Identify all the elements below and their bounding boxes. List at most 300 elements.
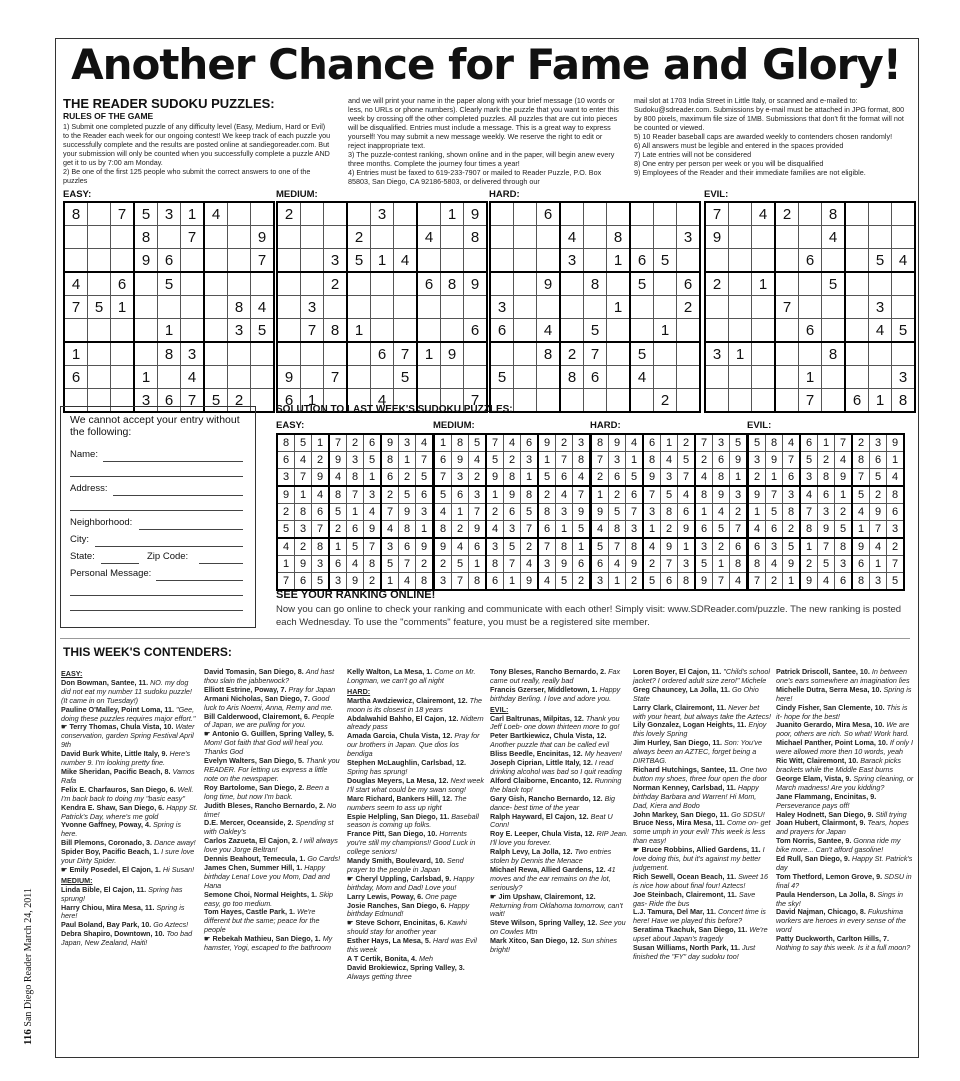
empty-cell[interactable] — [892, 342, 916, 366]
empty-cell[interactable] — [204, 272, 228, 296]
empty-cell[interactable] — [324, 296, 348, 319]
empty-cell[interactable] — [417, 202, 441, 226]
empty-cell[interactable] — [560, 272, 584, 296]
empty-cell[interactable] — [775, 342, 799, 366]
name-line[interactable] — [103, 461, 243, 462]
empty-cell[interactable] — [441, 226, 464, 249]
contender-entry — [347, 964, 485, 982]
empty-cell[interactable] — [705, 249, 729, 273]
empty-cell[interactable] — [111, 319, 135, 343]
empty-cell[interactable] — [654, 272, 677, 296]
empty-cell[interactable] — [845, 272, 869, 296]
empty-cell[interactable] — [799, 272, 822, 296]
empty-cell[interactable] — [228, 366, 251, 389]
empty-cell[interactable] — [441, 319, 464, 343]
empty-cell[interactable] — [277, 319, 301, 343]
empty-cell[interactable] — [607, 342, 631, 366]
empty-cell[interactable] — [394, 202, 418, 226]
empty-cell[interactable] — [607, 319, 631, 343]
neighborhood-line[interactable] — [139, 529, 243, 530]
empty-cell[interactable] — [301, 249, 324, 273]
given-cell: 4 — [521, 556, 539, 573]
empty-cell[interactable] — [134, 272, 158, 296]
empty-cell[interactable] — [869, 226, 892, 249]
empty-cell[interactable] — [371, 226, 394, 249]
given-cell: 5 — [869, 249, 892, 273]
given-cell: 8 — [134, 226, 158, 249]
given-cell: 1 — [312, 434, 330, 452]
empty-cell[interactable] — [64, 249, 88, 273]
given-cell: 8 — [822, 342, 846, 366]
given-cell: 4 — [695, 469, 713, 487]
empty-cell[interactable] — [111, 226, 135, 249]
empty-cell[interactable] — [892, 226, 916, 249]
empty-cell[interactable] — [158, 296, 181, 319]
empty-cell[interactable] — [775, 389, 799, 413]
empty-cell[interactable] — [799, 296, 822, 319]
given-cell: 9 — [591, 504, 609, 521]
empty-cell[interactable] — [64, 226, 88, 249]
given-cell: 7 — [312, 521, 330, 539]
empty-cell[interactable] — [869, 366, 892, 389]
empty-cell[interactable] — [845, 319, 869, 343]
given-cell: 1 — [371, 249, 394, 273]
empty-cell[interactable] — [251, 366, 275, 389]
empty-cell[interactable] — [729, 249, 752, 273]
empty-cell[interactable] — [729, 389, 752, 413]
given-cell: 1 — [609, 573, 626, 591]
empty-cell[interactable] — [464, 249, 488, 273]
empty-cell[interactable] — [301, 272, 324, 296]
given-cell: 8 — [64, 202, 88, 226]
empty-cell[interactable] — [111, 249, 135, 273]
empty-cell[interactable] — [111, 342, 135, 366]
empty-cell[interactable] — [251, 202, 275, 226]
empty-cell[interactable] — [677, 342, 701, 366]
empty-cell[interactable] — [775, 226, 799, 249]
given-cell: 2 — [277, 202, 301, 226]
empty-cell[interactable] — [347, 272, 371, 296]
empty-cell[interactable] — [775, 249, 799, 273]
given-cell: 9 — [277, 486, 295, 504]
contender-name: Esther Hays, La Mesa, 5. — [347, 936, 433, 946]
contender-message: "Child's school jacket? I ordered adult size zero!" Michele — [633, 667, 770, 685]
given-cell: 4 — [887, 469, 905, 487]
given-cell: 7 — [748, 573, 766, 591]
empty-cell[interactable] — [347, 296, 371, 319]
contender-name: Abdalwahid Bahho, El Cajon, 12. — [347, 713, 461, 723]
message-line-2[interactable] — [70, 595, 243, 596]
empty-cell[interactable] — [537, 249, 561, 273]
given-cell: 5 — [654, 249, 677, 273]
empty-cell[interactable] — [752, 366, 776, 389]
contender-entry — [633, 873, 771, 891]
empty-cell[interactable] — [371, 319, 394, 343]
contender-message: Barack picks brackets while the Middle East burns — [776, 756, 901, 774]
empty-cell[interactable] — [537, 366, 561, 389]
empty-cell[interactable] — [204, 249, 228, 273]
given-cell: 3 — [324, 249, 348, 273]
empty-cell[interactable] — [301, 226, 324, 249]
empty-cell[interactable] — [88, 226, 111, 249]
empty-cell[interactable] — [654, 366, 677, 389]
given-cell: 2 — [835, 504, 853, 521]
empty-cell[interactable] — [88, 272, 111, 296]
given-cell: 5 — [630, 272, 654, 296]
empty-cell[interactable] — [371, 366, 394, 389]
given-cell: 7 — [626, 504, 644, 521]
empty-cell[interactable] — [514, 202, 537, 226]
empty-cell[interactable] — [822, 366, 846, 389]
empty-cell[interactable] — [251, 272, 275, 296]
empty-cell[interactable] — [729, 226, 752, 249]
empty-cell[interactable] — [729, 296, 752, 319]
empty-cell[interactable] — [277, 272, 301, 296]
empty-cell[interactable] — [560, 202, 584, 226]
empty-cell[interactable] — [514, 366, 537, 389]
name-line-2[interactable] — [70, 476, 243, 477]
empty-cell[interactable] — [490, 249, 514, 273]
empty-cell[interactable] — [204, 226, 228, 249]
empty-cell[interactable] — [88, 249, 111, 273]
empty-cell[interactable] — [228, 202, 251, 226]
empty-cell[interactable] — [845, 342, 869, 366]
empty-cell[interactable] — [514, 319, 537, 343]
contender-entry — [204, 935, 342, 953]
empty-cell[interactable] — [677, 389, 701, 413]
empty-cell[interactable] — [441, 366, 464, 389]
empty-cell[interactable] — [752, 249, 776, 273]
given-cell: 1 — [417, 342, 441, 366]
empty-cell[interactable] — [514, 249, 537, 273]
given-cell: 7 — [887, 556, 905, 573]
contender-message: Spring cleaning, or March madness! Are you kidding? — [776, 773, 914, 792]
empty-cell[interactable] — [729, 319, 752, 343]
contender-entry — [490, 893, 628, 920]
empty-cell[interactable] — [228, 249, 251, 273]
empty-cell[interactable] — [822, 296, 846, 319]
state-line[interactable] — [101, 563, 139, 564]
given-cell: 9 — [609, 434, 626, 452]
contender-entry — [633, 846, 771, 873]
empty-cell[interactable] — [181, 249, 205, 273]
empty-cell[interactable] — [845, 202, 869, 226]
empty-cell[interactable] — [729, 272, 752, 296]
entry-form — [60, 406, 256, 628]
empty-cell[interactable] — [228, 226, 251, 249]
given-cell: 8 — [730, 556, 748, 573]
given-cell: 2 — [329, 521, 347, 539]
empty-cell[interactable] — [324, 226, 348, 249]
empty-cell[interactable] — [277, 226, 301, 249]
empty-cell[interactable] — [775, 366, 799, 389]
rule-text: 4) Entries must be faxed to 619-233-7907 or mailed to Reader Puzzle, P.O. Box 85803, San Diego, CA 92186-5803, or delivered through our — [348, 168, 602, 186]
empty-cell[interactable] — [371, 272, 394, 296]
empty-cell[interactable] — [584, 202, 607, 226]
empty-cell[interactable] — [417, 319, 441, 343]
empty-cell[interactable] — [490, 202, 514, 226]
given-cell: 4 — [204, 202, 228, 226]
empty-cell[interactable] — [775, 272, 799, 296]
given-cell: 6 — [695, 521, 713, 539]
empty-cell[interactable] — [677, 202, 701, 226]
empty-cell[interactable] — [228, 272, 251, 296]
given-cell: 1 — [158, 319, 181, 343]
empty-cell[interactable] — [752, 342, 776, 366]
empty-cell[interactable] — [799, 226, 822, 249]
given-cell: 7 — [661, 556, 678, 573]
difficulty-heading: HARD: — [347, 686, 371, 696]
empty-cell[interactable] — [729, 366, 752, 389]
empty-cell[interactable] — [514, 272, 537, 296]
empty-cell[interactable] — [677, 366, 701, 389]
rule-text: 3) The puzzle-contest ranking, shown online and in the paper, will begin anew every three months. Complete the journey four times a year! — [348, 150, 615, 168]
empty-cell[interactable] — [417, 296, 441, 319]
empty-cell[interactable] — [134, 319, 158, 343]
empty-cell[interactable] — [490, 226, 514, 249]
empty-cell[interactable] — [654, 296, 677, 319]
given-cell: 6 — [870, 452, 887, 469]
empty-cell[interactable] — [464, 296, 488, 319]
empty-cell[interactable] — [799, 202, 822, 226]
empty-cell[interactable] — [514, 296, 537, 319]
given-cell: 7 — [464, 389, 488, 413]
empty-cell[interactable] — [371, 296, 394, 319]
given-cell: 9 — [870, 504, 887, 521]
empty-cell[interactable] — [204, 366, 228, 389]
contender-message: 41 moves and the ear remains on the lot, seriously? — [490, 864, 616, 892]
empty-cell[interactable] — [88, 366, 111, 389]
message-line-3[interactable] — [70, 610, 243, 611]
given-cell: 1 — [504, 573, 521, 591]
empty-cell[interactable] — [181, 319, 205, 343]
given-cell: 2 — [678, 434, 696, 452]
empty-cell[interactable] — [705, 366, 729, 389]
empty-cell[interactable] — [324, 342, 348, 366]
empty-cell[interactable] — [845, 226, 869, 249]
empty-cell[interactable] — [158, 226, 181, 249]
contender-message: Happy birthday Lena! Love you Mom, Dad and Hana — [204, 862, 330, 890]
empty-cell[interactable] — [88, 342, 111, 366]
address-line-2[interactable] — [70, 510, 243, 511]
empty-cell[interactable] — [654, 202, 677, 226]
empty-cell[interactable] — [752, 319, 776, 343]
empty-cell[interactable] — [869, 272, 892, 296]
empty-cell[interactable] — [464, 342, 488, 366]
given-cell: 9 — [134, 249, 158, 273]
empty-cell[interactable] — [111, 366, 135, 389]
contender-entry — [490, 759, 628, 777]
empty-cell[interactable] — [204, 319, 228, 343]
empty-cell[interactable] — [892, 202, 916, 226]
empty-cell[interactable] — [584, 249, 607, 273]
empty-cell[interactable] — [607, 389, 631, 413]
empty-cell[interactable] — [277, 249, 301, 273]
given-cell: 1 — [678, 538, 696, 556]
empty-cell[interactable] — [204, 342, 228, 366]
empty-cell[interactable] — [654, 342, 677, 366]
empty-cell[interactable] — [537, 226, 561, 249]
empty-cell[interactable] — [705, 389, 729, 413]
city-line[interactable] — [95, 546, 243, 547]
empty-cell[interactable] — [584, 296, 607, 319]
empty-cell[interactable] — [301, 366, 324, 389]
empty-cell[interactable] — [181, 296, 205, 319]
empty-cell[interactable] — [301, 342, 324, 366]
empty-cell[interactable] — [514, 389, 537, 413]
given-cell: 9 — [277, 366, 301, 389]
empty-cell[interactable] — [607, 366, 631, 389]
given-cell: 6 — [277, 389, 301, 413]
contender-message: Happy birthday, Mom and Dad! Love you! — [347, 873, 475, 892]
empty-cell[interactable] — [752, 226, 776, 249]
empty-cell[interactable] — [347, 202, 371, 226]
empty-cell[interactable] — [417, 249, 441, 273]
empty-cell[interactable] — [630, 389, 654, 413]
empty-cell[interactable] — [181, 272, 205, 296]
empty-cell[interactable] — [251, 342, 275, 366]
given-cell: 8 — [381, 452, 399, 469]
empty-cell[interactable] — [654, 226, 677, 249]
given-cell: 4 — [295, 452, 312, 469]
empty-cell[interactable] — [537, 389, 561, 413]
given-cell: 4 — [399, 573, 416, 591]
empty-cell[interactable] — [869, 202, 892, 226]
contender-entry — [347, 919, 485, 937]
empty-cell[interactable] — [729, 202, 752, 226]
empty-cell[interactable] — [560, 389, 584, 413]
given-cell: 8 — [556, 538, 573, 556]
empty-cell[interactable] — [822, 319, 846, 343]
empty-cell[interactable] — [277, 296, 301, 319]
contender-message: Beat U Conn! — [490, 811, 613, 830]
given-cell: 3 — [416, 504, 434, 521]
empty-cell[interactable] — [64, 319, 88, 343]
contender-message: Skip easy, go too medium. — [204, 889, 334, 908]
given-cell: 1 — [654, 319, 677, 343]
empty-cell[interactable] — [394, 226, 418, 249]
empty-cell[interactable] — [584, 389, 607, 413]
empty-cell[interactable] — [324, 202, 348, 226]
empty-cell[interactable] — [845, 366, 869, 389]
empty-cell[interactable] — [88, 319, 111, 343]
empty-cell[interactable] — [441, 249, 464, 273]
given-cell: 5 — [158, 272, 181, 296]
empty-cell[interactable] — [705, 296, 729, 319]
empty-cell[interactable] — [394, 296, 418, 319]
contender-message: Never bet with your heart, but always take the Aztecs! — [633, 702, 771, 721]
empty-cell[interactable] — [822, 249, 846, 273]
empty-cell[interactable] — [752, 296, 776, 319]
zip-line[interactable] — [199, 563, 243, 564]
contender-name: Norman Kenney, Carlsbad, 11. — [633, 782, 738, 792]
given-cell: 2 — [766, 573, 783, 591]
empty-cell[interactable] — [705, 319, 729, 343]
empty-cell[interactable] — [892, 296, 916, 319]
ranking-text: Now you can go online to check your ranking and communicate with each other! Simply visit: www.SDReader.com/puzzle. The new ranking is posted each Wednesday. To use the "comments" feature, you must be a registered site member. — [276, 604, 902, 628]
empty-cell[interactable] — [347, 342, 371, 366]
empty-cell[interactable] — [775, 319, 799, 343]
contender-message: Hard was Evil this week — [347, 936, 477, 955]
contender-name: Jane Flammang, Encinitas, 9. — [776, 791, 877, 801]
empty-cell[interactable] — [134, 296, 158, 319]
given-cell: 2 — [347, 226, 371, 249]
empty-cell[interactable] — [869, 342, 892, 366]
empty-cell[interactable] — [560, 296, 584, 319]
empty-cell[interactable] — [88, 202, 111, 226]
empty-cell[interactable] — [134, 342, 158, 366]
empty-cell[interactable] — [537, 296, 561, 319]
contender-message: Happy birthday Edmund! — [347, 900, 470, 919]
empty-cell[interactable] — [584, 226, 607, 249]
empty-cell[interactable] — [394, 272, 418, 296]
empty-cell[interactable] — [277, 342, 301, 366]
given-cell: 1 — [818, 434, 835, 452]
contender-name: Patrick Driscoll, Santee, 10. — [776, 667, 872, 676]
empty-cell[interactable] — [822, 389, 846, 413]
empty-cell[interactable] — [630, 202, 654, 226]
given-cell: 8 — [766, 434, 783, 452]
given-cell: 1 — [607, 249, 631, 273]
message-line[interactable] — [156, 580, 243, 581]
empty-cell[interactable] — [204, 296, 228, 319]
contender-entry — [204, 668, 342, 686]
empty-cell[interactable] — [892, 272, 916, 296]
contender-name: ☛ Steve Schorr, Encinitas, 6. — [347, 918, 448, 928]
empty-cell[interactable] — [490, 342, 514, 366]
sudoku-puzzle-grid — [489, 201, 701, 413]
rule-text: 9) Employees of the Reader and their immediate families are not eligible. — [634, 168, 866, 177]
empty-cell[interactable] — [799, 342, 822, 366]
address-line[interactable] — [113, 495, 243, 496]
empty-cell[interactable] — [560, 319, 584, 343]
given-cell: 8 — [329, 486, 347, 504]
empty-cell[interactable] — [514, 226, 537, 249]
given-cell: 8 — [486, 556, 504, 573]
given-cell: 8 — [295, 504, 312, 521]
empty-cell[interactable] — [394, 319, 418, 343]
given-cell: 1 — [799, 366, 822, 389]
empty-cell[interactable] — [607, 272, 631, 296]
given-cell: 6 — [799, 319, 822, 343]
contender-entry — [633, 668, 771, 686]
empty-cell[interactable] — [514, 342, 537, 366]
empty-cell[interactable] — [845, 296, 869, 319]
empty-cell[interactable] — [677, 249, 701, 273]
empty-cell[interactable] — [752, 389, 776, 413]
empty-cell[interactable] — [301, 202, 324, 226]
given-cell: 4 — [364, 504, 382, 521]
empty-cell[interactable] — [441, 296, 464, 319]
empty-cell[interactable] — [845, 249, 869, 273]
empty-cell[interactable] — [677, 319, 701, 343]
empty-cell[interactable] — [228, 342, 251, 366]
contender-entry — [776, 793, 914, 811]
rules-column-1 — [63, 122, 333, 185]
empty-cell[interactable] — [490, 272, 514, 296]
message-label: Personal Message: — [70, 568, 152, 579]
empty-cell[interactable] — [347, 366, 371, 389]
empty-cell[interactable] — [630, 296, 654, 319]
empty-cell[interactable] — [630, 226, 654, 249]
empty-cell[interactable] — [464, 366, 488, 389]
empty-cell[interactable] — [630, 319, 654, 343]
given-cell: 1 — [695, 504, 713, 521]
empty-cell[interactable] — [158, 366, 181, 389]
empty-cell[interactable] — [607, 202, 631, 226]
given-cell: 2 — [626, 573, 644, 591]
empty-cell[interactable] — [417, 366, 441, 389]
